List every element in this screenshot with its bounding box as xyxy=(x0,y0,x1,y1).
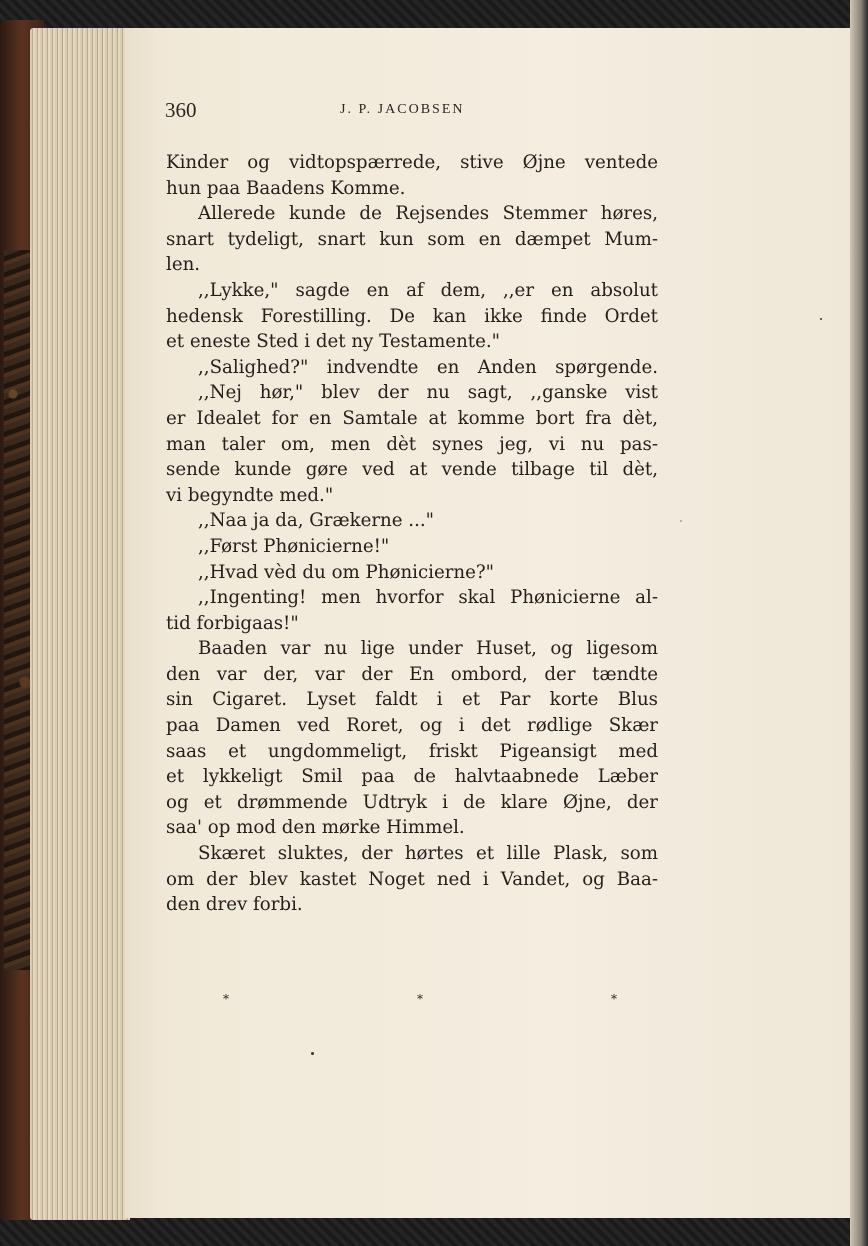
text-line: Kinder og vidtopspærrede, stive Øjne ventede xyxy=(166,152,658,173)
text-line: saa' op mod den mørke Himmel. xyxy=(166,817,465,839)
section-break-ornament xyxy=(165,992,685,1012)
text-line: Allerede kunde de Rejsendes Stemmer høres, xyxy=(198,203,658,225)
text-line: sende kunde gøre ved at vende tilbage til dèt, xyxy=(166,459,658,481)
text-line: den var der, var der En ombord, der tændte xyxy=(166,663,658,685)
paper-speck xyxy=(820,318,822,320)
paper-speck xyxy=(680,520,682,522)
text-line: et eneste Sted i det ny Testamente." xyxy=(166,331,501,353)
text-line: vi begyndte med." xyxy=(166,484,334,506)
text-line: snart tydeligt, snart kun som en dæmpet Mum- xyxy=(166,228,658,250)
page-header xyxy=(165,98,665,128)
text-line: tid forbigaas!" xyxy=(166,612,299,634)
text-line: ,,Nej hør," blev der nu sagt, ,,ganske vist xyxy=(198,382,658,404)
text-line: ,,Lykke," sagde en af dem, ,,er en absolut xyxy=(198,279,658,301)
text-line: og et drømmende Udtryk i de klare Øjne, der xyxy=(166,791,658,813)
text-line: ,,Naa ja da, Grækerne ..." xyxy=(198,510,435,532)
paper-speck xyxy=(311,1052,314,1055)
text-line: paa Damen ved Roret, og i det rødlige Skær xyxy=(166,715,658,737)
text-line: et lykkeligt Smil paa de halvtaabnede Læber xyxy=(166,766,658,788)
text-line: man taler om, men dèt synes jeg, vi nu pas- xyxy=(166,433,658,455)
text-line: Skæret sluktes, der hørtes et lille Plask, som xyxy=(198,843,658,865)
text-line: len. xyxy=(166,254,201,276)
text-line: Baaden var nu lige under Huset, og ligesom xyxy=(198,638,658,660)
text-line: ,,Først Phønicierne!" xyxy=(198,535,390,557)
text-line: hun paa Baadens Komme. xyxy=(166,177,406,199)
body-text xyxy=(166,150,658,918)
running-title: J. P. JACOBSEN xyxy=(340,102,465,117)
text-line: den drev forbi. xyxy=(166,894,303,916)
text-line: er Idealet for en Samtale at komme bort fra dèt, xyxy=(166,407,658,429)
text-line: ,,Hvad vèd du om Phønicierne?" xyxy=(198,561,495,583)
page-number: 360 xyxy=(165,98,197,122)
ornament-star: * xyxy=(223,992,229,1006)
text-line: sin Cigaret. Lyset faldt i et Par korte Blus xyxy=(166,689,658,711)
text-line: hedensk Forestilling. De kan ikke finde Ordet xyxy=(166,305,658,327)
page-stack-edge xyxy=(30,28,130,1220)
page-right-edge xyxy=(850,0,868,1246)
ornament-star: * xyxy=(417,992,423,1006)
text-line: saas et ungdommeligt, friskt Pigeansigt med xyxy=(166,740,658,762)
ornament-star: * xyxy=(611,992,617,1006)
text-line: ,,Ingenting! men hvorfor skal Phønicierne al- xyxy=(198,587,658,609)
text-line: ,,Salighed?" indvendte en Anden spørgende. xyxy=(198,356,658,378)
text-line: om der blev kastet Noget ned i Vandet, og Baa- xyxy=(166,868,658,890)
